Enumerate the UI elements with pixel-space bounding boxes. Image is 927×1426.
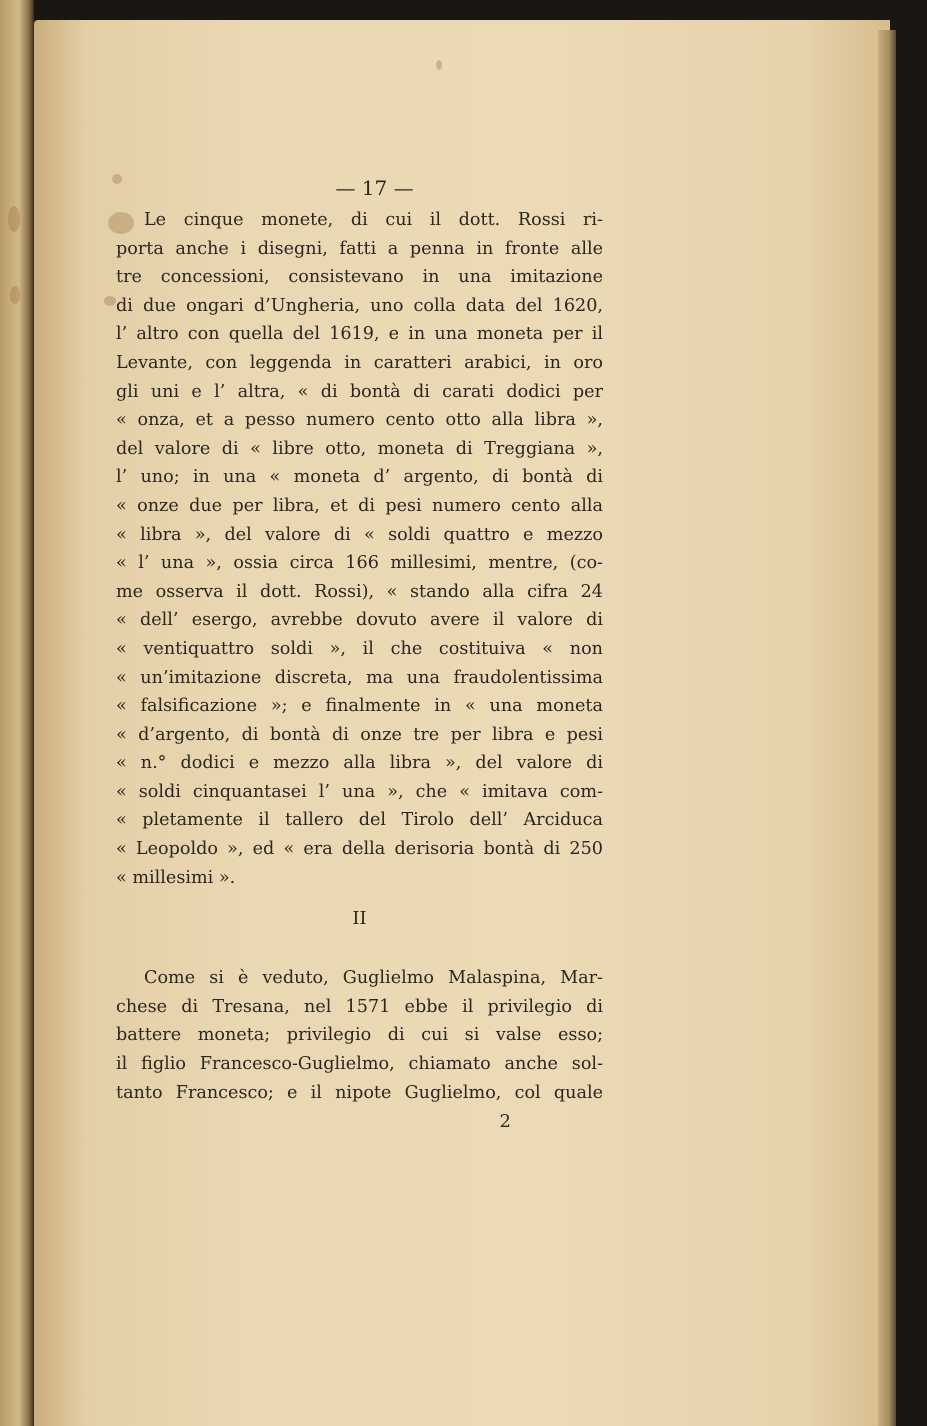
text-line: « dell’ esergo, avrebbe dovuto avere il valore di — [116, 610, 603, 631]
text-line: chese di Tresana, nel 1571 ebbe il privilegio di — [116, 996, 603, 1017]
text-block — [116, 170, 603, 1137]
text-line: l’ altro con quella del 1619, e in una moneta per il — [116, 324, 603, 345]
page-right-edge — [878, 30, 896, 1426]
text-line: tanto Francesco; e il nipote Guglielmo, col quale — [116, 1082, 603, 1103]
foxing-spot — [10, 286, 20, 304]
text-line: Le cinque monete, di cui il dott. Rossi ri- — [144, 210, 603, 230]
foxing-spot — [104, 296, 116, 306]
running-head: — 17 — — [335, 176, 414, 200]
text-line: Come si è veduto, Guglielmo Malaspina, Mar- — [144, 968, 603, 989]
foxing-spot — [436, 60, 442, 70]
text-line: « onze due per libra, et di pesi numero cento alla — [116, 495, 603, 516]
text-line: tre concessioni, consistevano in una imitazione — [116, 267, 603, 288]
paragraph-2 — [116, 964, 603, 1107]
text-line: l’ uno; in una « moneta d’ argento, di bontà di — [116, 467, 603, 488]
text-line: « millesimi ». — [116, 867, 236, 888]
text-line: battere moneta; privilegio di cui si valse esso; — [116, 1025, 603, 1046]
text-line: « l’ una », ossia circa 166 millesimi, mentre, (co- — [116, 553, 603, 574]
text-line: « un’imitazione discreta, ma una fraudolentissima — [116, 667, 603, 688]
text-line: « soldi cinquantasei l’ una », che « imitava com- — [116, 781, 603, 802]
text-line: il figlio Francesco-Guglielmo, chiamato anche sol- — [116, 1054, 603, 1075]
text-line: « n.° dodici e mezzo alla libra », del valore di — [116, 753, 603, 774]
text-line: « onza, et a pesso numero cento otto alla libra », — [116, 410, 603, 431]
text-line: porta anche i disegni, fatti a penna in fronte alle — [116, 238, 603, 259]
text-line: « Leopoldo », ed « era della derisoria bontà di 250 — [116, 839, 603, 860]
text-line: Levante, con leggenda in caratteri arabici, in oro — [116, 352, 603, 373]
text-line: di due ongari d’Ungheria, uno colla data del 1620, — [116, 295, 603, 316]
signature-mark: 2 — [499, 1111, 511, 1133]
text-line: « pletamente il tallero del Tirolo dell’ Arciduca — [116, 810, 603, 831]
text-line: « libra », del valore di « soldi quattro e mezzo — [116, 524, 603, 545]
text-line: gli uni e l’ altra, « di bontà di carati dodici per — [116, 381, 603, 402]
foxing-spot — [8, 206, 20, 232]
text-line: « falsificazione »; e finalmente in « una moneta — [116, 696, 603, 717]
paragraph-1 — [116, 206, 603, 892]
section-heading: II — [352, 908, 367, 930]
text-line: « ventiquattro soldi », il che costituiva « non — [116, 638, 603, 659]
text-line: del valore di « libre otto, moneta di Treggiana », — [116, 438, 603, 459]
text-line: « d’argento, di bontà di onze tre per libra e pesi — [116, 724, 603, 745]
text-line: me osserva il dott. Rossi), « stando alla cifra 24 — [116, 581, 603, 602]
